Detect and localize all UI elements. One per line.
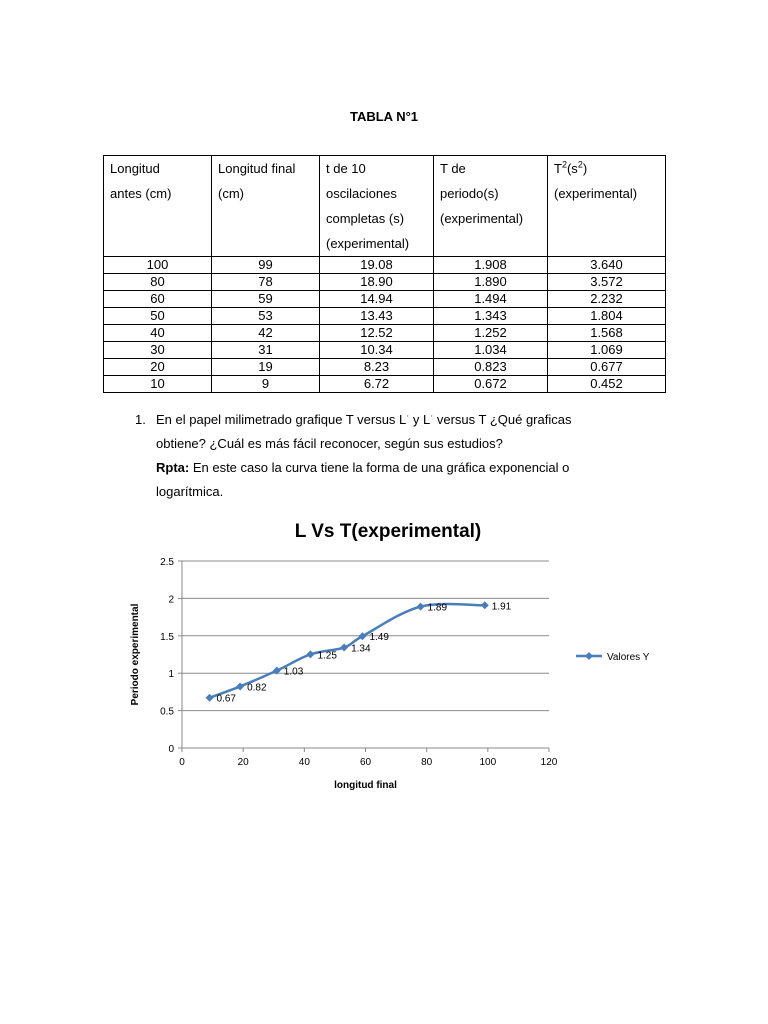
answer-label: Rpta: [156,460,190,475]
table-cell: 0.452 [548,376,666,393]
header-longitud-antes [104,156,212,257]
data-label: 1.34 [351,643,371,655]
header-text: periodo(s) [440,186,499,201]
table-cell: 10 [104,376,212,393]
y-tick-label: 1 [168,669,174,681]
table-cell: 1.908 [434,257,548,274]
table-cell: 2.232 [548,291,666,308]
table-cell: 1.890 [434,274,548,291]
table-cell: 40 [104,325,212,342]
table-cell: 3.572 [548,274,666,291]
x-tick-label: 0 [179,757,185,768]
header-text: completas (s) [326,211,405,226]
table-cell: 0.823 [434,359,548,376]
question-block [135,408,655,504]
table-cell: 30 [104,342,212,359]
header-text: T [554,161,562,176]
table-cell: 1.568 [548,325,666,342]
table-cell: 1.804 [548,308,666,325]
table-cell: 59 [212,291,320,308]
header-text: antes (cm) [110,186,172,201]
y-tick-label: 1.5 [160,631,174,643]
question-mark: · [430,410,434,421]
header-text: Longitud final [218,161,296,176]
table-row [104,257,666,274]
table-row [104,291,666,308]
table-cell: 99 [212,257,320,274]
x-tick-label: 60 [359,757,372,768]
x-tick-label: 40 [298,757,310,768]
x-tick-label: 120 [540,757,558,768]
header-t-cuadrado [548,156,666,257]
data-label: 1.49 [369,632,389,644]
header-text: (cm) [218,186,244,201]
table-cell: 1.343 [434,308,548,325]
question-number: 1. [135,412,146,427]
chart [120,505,680,805]
data-point [236,682,244,690]
table-cell: 0.677 [548,359,666,376]
table-cell: 6.72 [320,376,434,393]
data-label: 0.82 [247,682,267,694]
y-tick-label: 2 [168,594,174,606]
header-text: (experimental) [326,236,410,251]
table-cell: 12.52 [320,325,434,342]
data-point [481,601,489,609]
header-periodo [434,156,548,257]
table-cell: 19.08 [320,257,434,274]
header-t-oscilaciones [320,156,434,257]
table-row [104,308,666,325]
table-cell: 1.034 [434,342,548,359]
data-label: 1.89 [427,602,448,614]
superscript: 2 [577,159,583,170]
table-cell: 1.069 [548,342,666,359]
superscript: 2 [561,159,567,170]
data-point [417,603,425,611]
chart-title: L Vs T(experimental) [294,521,482,542]
table-cell: 42 [212,325,320,342]
y-tick-label: 2.5 [160,557,174,568]
question-body [156,408,655,504]
question-line: obtiene? ¿Cuál es más fácil reconocer, según sus estudios? [156,436,503,451]
question-mark: · [406,410,410,421]
question-text: y L [409,412,431,427]
table-cell: 18.90 [320,274,434,291]
y-tick-label: 0.5 [160,706,174,718]
x-tick-label: 80 [421,757,433,768]
table-cell: 1.252 [434,325,548,342]
table-cell: 14.94 [320,291,434,308]
table-cell: 9 [212,376,320,393]
header-longitud-final [212,156,320,257]
question-line [156,408,655,432]
table-cell: 3.640 [548,257,666,274]
table-cell: 60 [104,291,212,308]
table-cell: 53 [212,308,320,325]
x-axis-label: longitud final [334,780,397,791]
data-label: 1.25 [317,650,337,662]
answer-text: En este caso la curva tiene la forma de una gráfica exponencial o [189,460,570,475]
table-cell: 19 [212,359,320,376]
table-row [104,376,666,393]
table-row [104,359,666,376]
table-cell: 10.34 [320,342,434,359]
table-row [104,342,666,359]
question-text: En el papel milimetrado grafique T versus L [156,412,407,427]
table-row [104,274,666,291]
table-cell: 13.43 [320,308,434,325]
x-tick-label: 20 [237,757,249,768]
data-label: 0.67 [216,693,236,705]
answer-line [156,456,655,480]
table-cell: 50 [104,308,212,325]
header-text: ) [582,161,588,176]
table-body [104,257,666,393]
header-text: (experimental) [554,186,638,201]
table-cell: 20 [104,359,212,376]
table-cell: 8.23 [320,359,434,376]
table-cell: 78 [212,274,320,291]
table-cell: 0.672 [434,376,548,393]
table-cell: 31 [212,342,320,359]
x-tick-label: 100 [479,757,497,768]
header-text: T de [440,161,466,176]
table-cell: 100 [104,257,212,274]
legend-marker [585,652,593,660]
header-text: oscilaciones [326,186,397,201]
data-point [340,644,348,652]
answer-line: logarítmica. [156,484,224,499]
question-text: versus T ¿Qué graficas [433,412,572,427]
legend-label: Valores Y [607,652,650,663]
table-header-row [104,156,666,257]
header-text: Longitud [110,161,160,176]
header-text: (experimental) [440,211,524,226]
table-row [104,325,666,342]
data-label: 1.03 [283,666,304,678]
data-table [103,155,666,393]
y-axis-label: Periodo experimental [130,603,141,706]
data-point [206,694,214,702]
header-text: (s [566,161,578,176]
data-label: 1.91 [491,601,512,613]
table-title: TABLA N°1 [349,109,419,124]
header-text: t de 10 [326,161,366,176]
table-cell: 1.494 [434,291,548,308]
y-tick-label: 0 [168,744,174,755]
table-cell: 80 [104,274,212,291]
data-point [306,650,314,658]
